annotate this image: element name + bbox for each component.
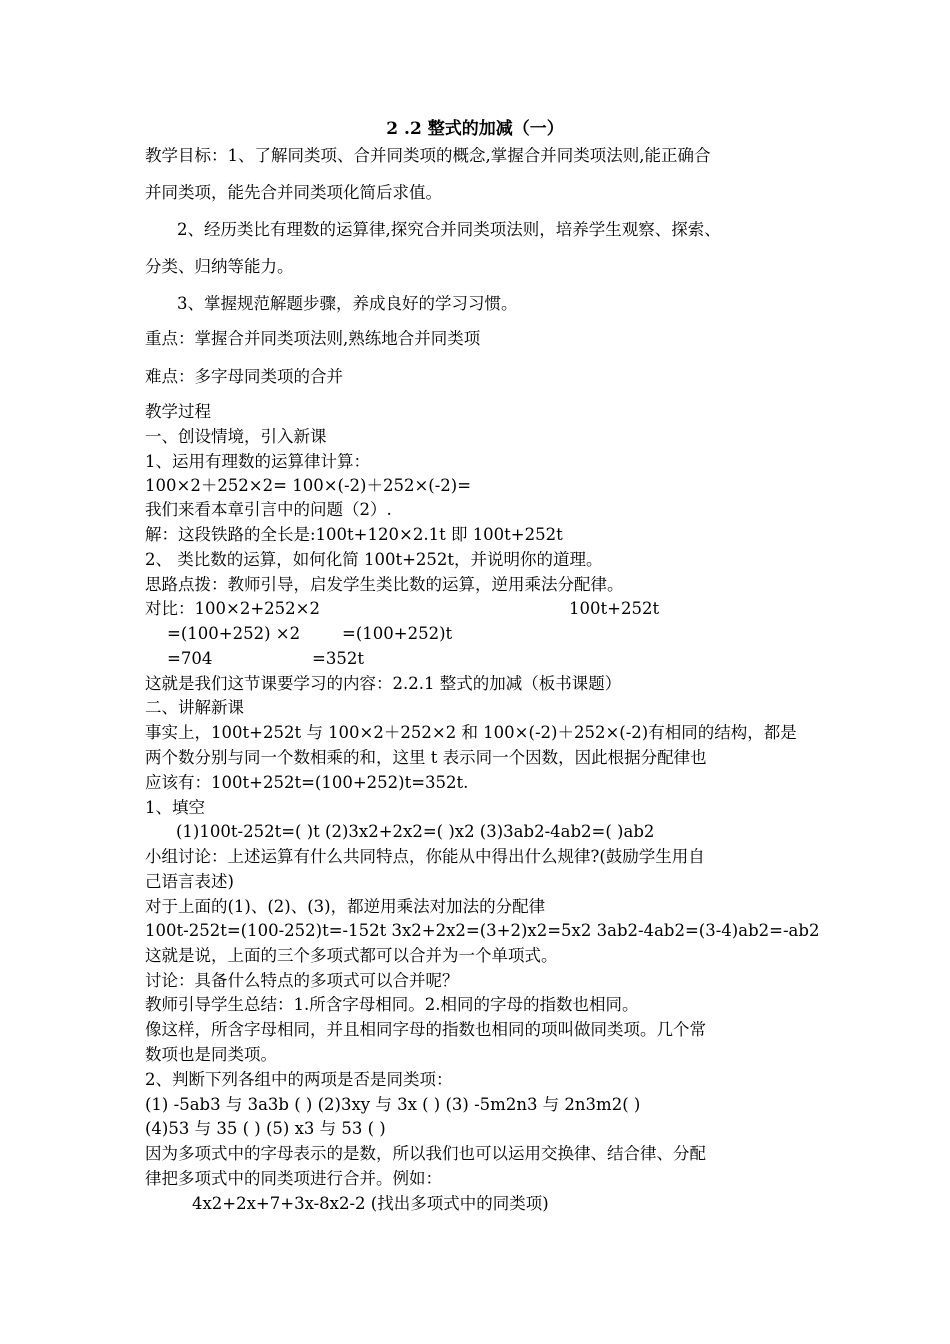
section-1-hint: 思路点拨：教师引导，启发学生类比数的运算，逆用乘法分配律。	[145, 575, 624, 594]
section-2-para-1-line-1: 事实上，100t+252t 与 100×2＋252×2 和 100×(-2)＋252×(-2)有相同的结构，都是	[145, 723, 797, 742]
fill-answers: 100t-252t=(100-252)t=-152t 3x2+2x2=(3+2)x2=5x2 3ab2-4ab2=(3-4)ab2=-ab2	[145, 921, 820, 940]
compare-left: 对比：100×2+252×2	[145, 599, 320, 618]
section-2-heading: 二、讲解新课	[145, 698, 244, 717]
definition-line-1: 像这样，所含字母相同，并且相同字母的指数也相同的项叫做同类项。几个常	[145, 1020, 706, 1039]
fill-heading: 1、填空	[145, 798, 205, 817]
above-explanation: 对于上面的(1)、(2)、(3)，都逆用乘法对加法的分配律	[145, 897, 546, 916]
section-2-para-1-line-3: 应该有：100t+252t=(100+252)t=352t.	[145, 773, 469, 792]
because-line-2: 律把多项式中的同类项进行合并。例如：	[145, 1169, 442, 1188]
objectives-line-1: 教学目标：1、了解同类项、合并同类项的概念,掌握合并同类项法则,能正确合	[145, 146, 711, 165]
objectives-line-5: 3、掌握规范解题步骤，养成良好的学习习惯。	[177, 294, 518, 313]
objectives-line-3: 2、经历类比有理数的运算律,探究合并同类项法则，培养学生观察、探索、	[177, 220, 721, 239]
section-1-item-1: 1、运用有理数的运算律计算：	[145, 452, 370, 471]
fill-items: (1)100t-252t=( )t (2)3x2+2x2=( )x2 (3)3ab2-4ab2=( )ab2	[176, 822, 655, 841]
judge-row-1: (1) -5ab3 与 3a3b ( ) (2)3xy 与 3x ( ) (3) -5m2n3 与 2n3m2( )	[145, 1095, 641, 1114]
difficult-point: 难点：多字母同类项的合并	[145, 367, 343, 386]
section-1-item-2: 2、 类比数的运算，如何化简 100t+252t，并说明你的道理。	[145, 550, 603, 569]
judge-heading: 2、判断下列各组中的两项是否是同类项：	[145, 1070, 453, 1089]
group-discussion-line-2: 己语言表述)	[145, 872, 234, 891]
key-point: 重点：掌握合并同类项法则,熟练地合并同类项	[145, 329, 481, 348]
section-2-para-1-line-2: 两个数分别与同一个数相乘的和，这里 t 表示同一个因数，因此根据分配律也	[145, 748, 707, 767]
compare-step-1-right: =(100+252)t	[342, 624, 453, 643]
section-1-calc: 100×2＋252×2= 100×(-2)＋252×(-2)=	[145, 476, 472, 495]
page-title: 2 .2 整式的加减（一）	[386, 119, 564, 139]
compare-step-2-left: =704	[167, 649, 213, 668]
definition-line-2: 数项也是同类项。	[145, 1045, 277, 1064]
compare-step-2-right: =352t	[312, 649, 364, 668]
objectives-line-4: 分类、归纳等能力。	[145, 257, 294, 276]
conclusion: 这就是说，上面的三个多项式都可以合并为一个单项式。	[145, 946, 558, 965]
section-1-heading: 一、创设情境，引入新课	[145, 427, 327, 446]
compare-right: 100t+252t	[569, 599, 660, 618]
objectives-line-2: 并同类项，能先合并同类项化简后求值。	[145, 183, 442, 202]
example-polynomial: 4x2+2x+7+3x-8x2-2 (找出多项式中的同类项)	[192, 1194, 549, 1213]
compare-step-1-left: =(100+252) ×2	[167, 624, 301, 643]
section-1-content: 这就是我们这节课要学习的内容：2.2.1 整式的加减（板书课题）	[145, 674, 622, 693]
discussion-question: 讨论：具备什么特点的多项式可以合并呢？	[145, 971, 459, 990]
section-1-solution: 解：这段铁路的全长是:100t+120×2.1t 即 100t+252t	[145, 525, 563, 544]
section-1-look: 我们来看本章引言中的问题（2）.	[145, 500, 392, 519]
group-discussion-line-1: 小组讨论：上述运算有什么共同特点，你能从中得出什么规律?(鼓励学生用自	[145, 847, 705, 866]
judge-row-2: (4)53 与 35 ( ) (5) x3 与 53 ( )	[145, 1119, 386, 1138]
process-heading: 教学过程	[145, 402, 211, 421]
teacher-summary: 教师引导学生总结：1.所含字母相同。2.相同的字母的指数也相同。	[145, 995, 639, 1014]
because-line-1: 因为多项式中的字母表示的是数，所以我们也可以运用交换律、结合律、分配	[145, 1144, 706, 1163]
